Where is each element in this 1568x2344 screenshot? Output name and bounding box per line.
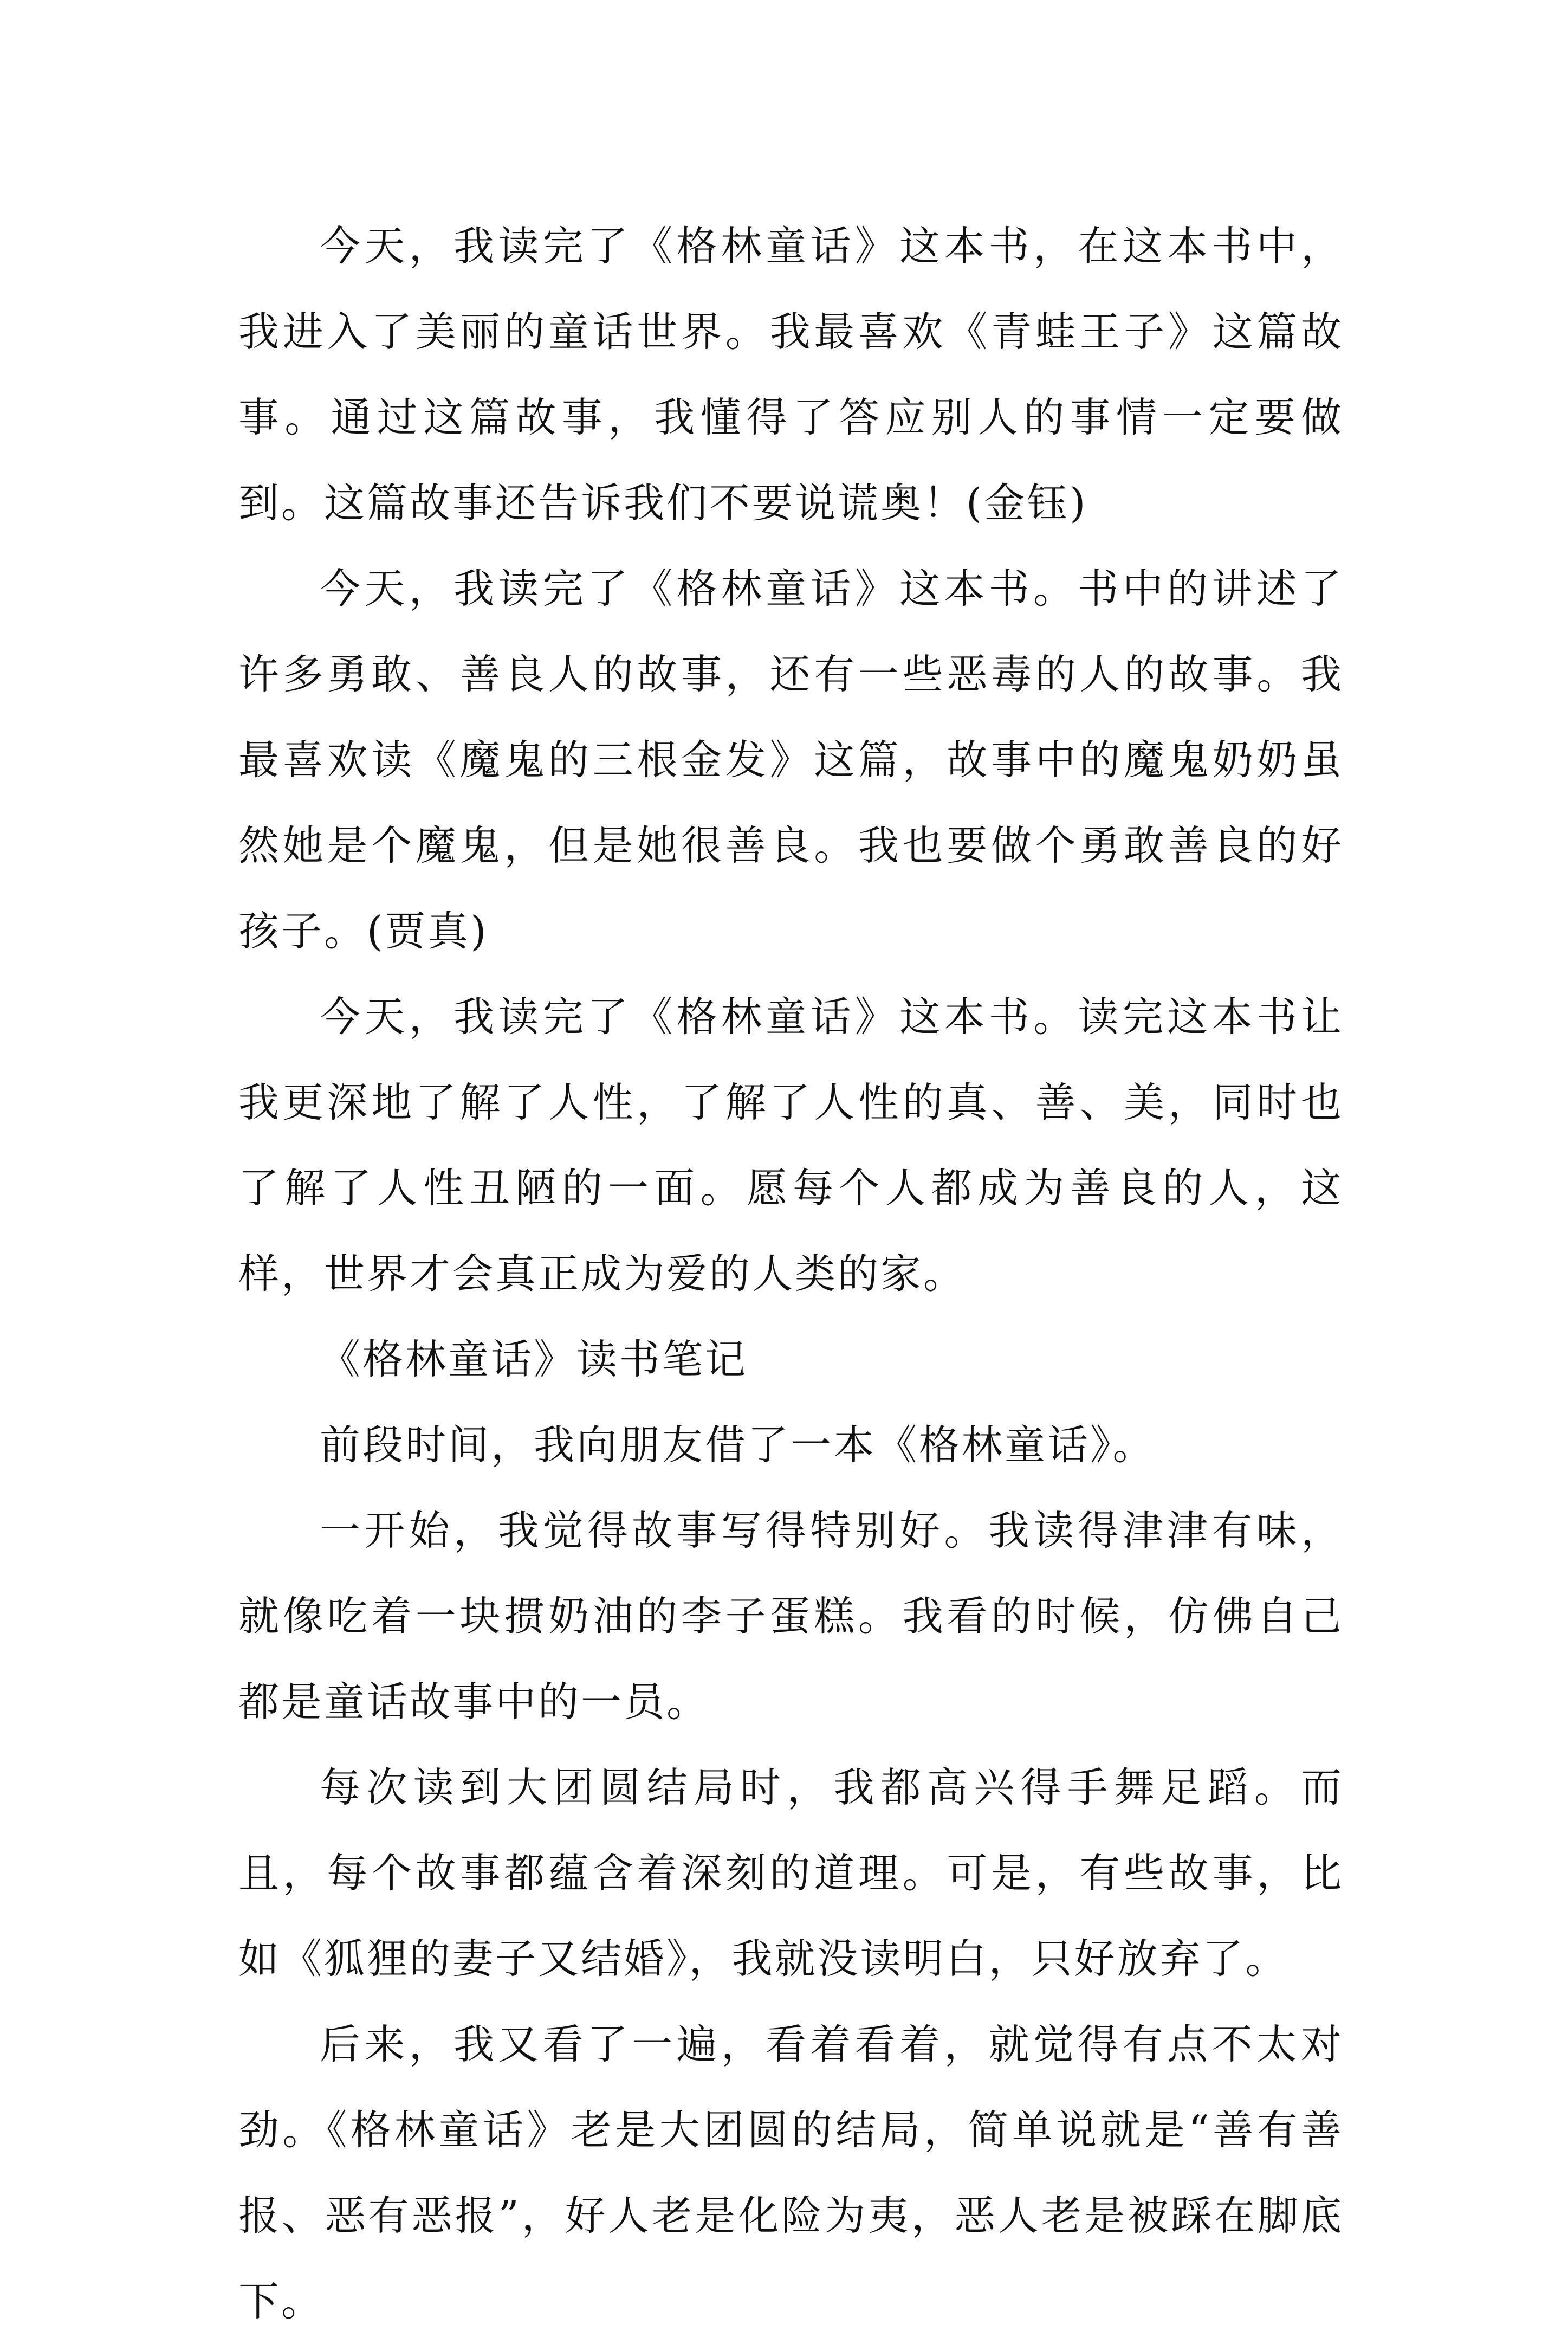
paragraph-jinyu: 今天，我读完了《格林童话》这本书，在这本书中，我进入了美丽的童话世界。我最喜欢《青蛙王子》这篇故事。通过这篇故事，我懂得了答应别人的事情一定要做到。这篇故事还告诉我们不要说谎奥！(金钰) — [238, 222, 1344, 527]
paragraph-happy-endings: 每次读到大团圆结局时，我都高兴得手舞足蹈。而且，每个故事都蕴含着深刻的道理。可是，有些故事，比如《狐狸的妻子又结婚》，我就没读明白，只好放弃了。 — [238, 1764, 1344, 1983]
section-title: 《格林童话》读书笔记 — [320, 1335, 748, 1383]
paragraph-first-impression: 一开始，我觉得故事写得特别好。我读得津津有味，就像吃着一块掼奶油的李子蛋糕。我看的时候，仿佛自己都是童话故事中的一员。 — [238, 1507, 1344, 1726]
document-body — [238, 203, 1344, 2344]
paragraph-borrowed-book: 前段时间，我向朋友借了一本《格林童话》。 — [320, 1421, 1156, 1469]
paragraph-jiazhen: 今天，我读完了《格林童话》这本书。书中的讲述了许多勇敢、善良人的故事，还有一些恶毒的人的故事。我最喜欢读《魔鬼的三根金发》这篇，故事中的魔鬼奶奶虽然她是个魔鬼，但是她很善良。我也要做个勇敢善良的好孩子。(贾真) — [238, 565, 1344, 955]
paragraph-second-reading: 后来，我又看了一遍，看着看着，就觉得有点不太对劲。《格林童话》老是大团圆的结局，简单说就是“善有善报、恶有恶报”，好人老是化险为夷，恶人老是被踩在脚底下。 — [238, 2020, 1344, 2325]
paragraph-human-nature: 今天，我读完了《格林童话》这本书。读完这本书让我更深地了解了人性，了解了人性的真、善、美，同时也了解了人性丑陋的一面。愿每个人都成为善良的人，这样，世界才会真正成为爱的人类的家。 — [238, 993, 1344, 1297]
